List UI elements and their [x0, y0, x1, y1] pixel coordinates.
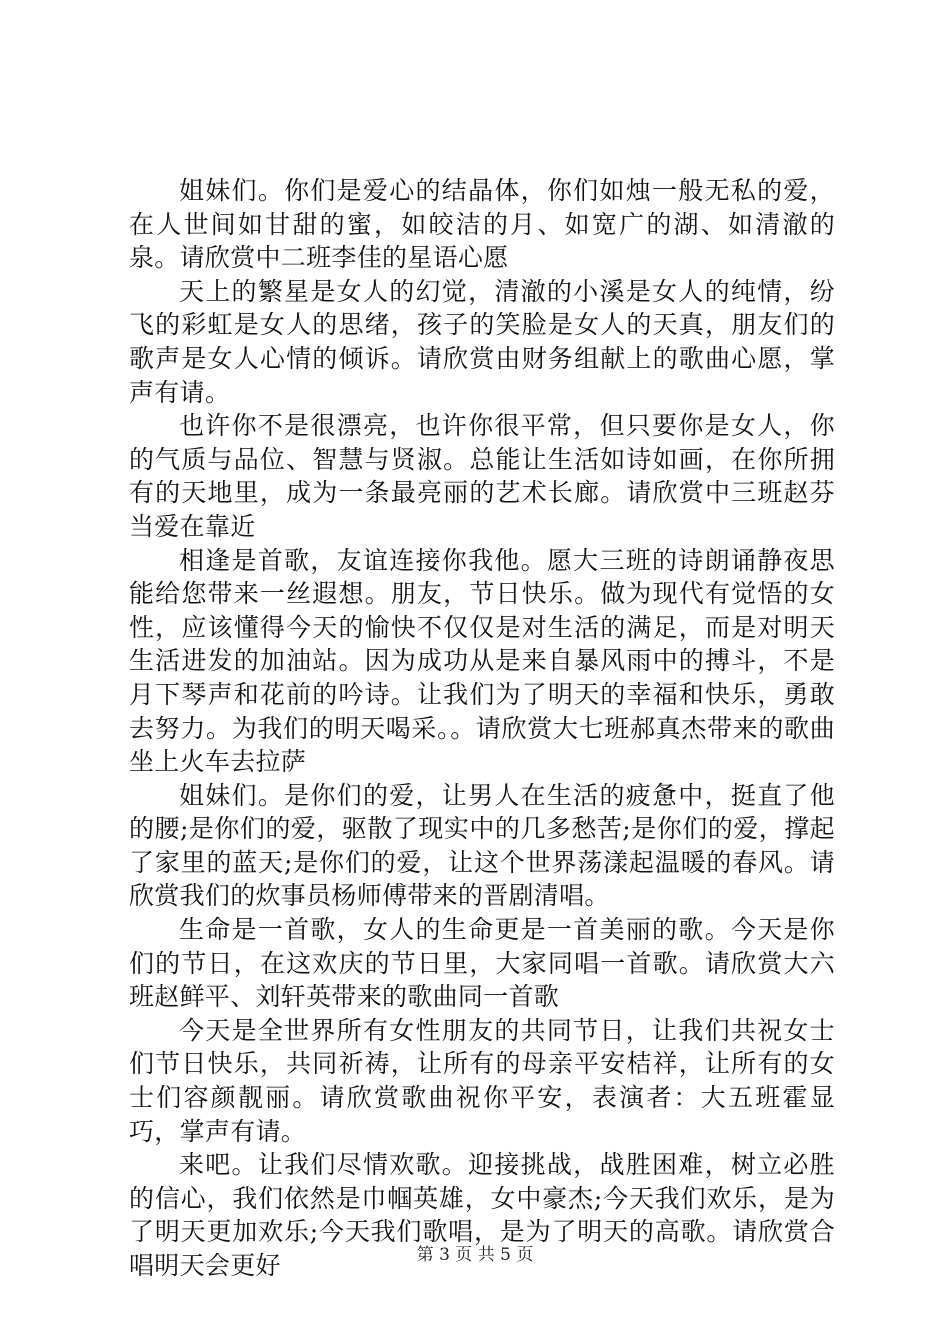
paragraph: 也许你不是很漂亮，也许你很平常，但只要你是女人，你的气质与品位、智慧与贤淑。总能让生活如诗如画，在你所拥有的天地里，成为一条最亮丽的艺术长廊。请欣赏中三班赵芬当爱在靠近	[129, 411, 835, 541]
document-body	[129, 174, 835, 1283]
page-number-footer: 第 3 页 共 5 页	[416, 1245, 534, 1265]
paragraph: 姐妹们。你们是爱心的结晶体，你们如烛一般无私的爱，在人世间如甘甜的蜜，如皎洁的月、如宽广的湖、如清澈的泉。请欣赏中二班李佳的星语心愿	[129, 176, 835, 273]
paragraph: 天上的繁星是女人的幻觉，清澈的小溪是女人的纯情，纷飞的彩虹是女人的思绪，孩子的笑脸是女人的天真，朋友们的歌声是女人心情的倾诉。请欣赏由财务组献上的歌曲心愿，掌声有请。	[129, 276, 835, 407]
paragraph: 来吧。让我们尽情欢歌。迎接挑战，战胜困难，树立必胜的信心，我们依然是巾帼英雄，女中豪杰;今天我们欢乐，是为了明天更加欢乐;今天我们歌唱，是为了明天的高歌。请欣赏合唱明天会更好	[129, 1150, 835, 1280]
paragraph: 今天是全世界所有女性朋友的共同节日，让我们共祝女士们节日快乐，共同祈祷，让所有的母亲平安桔祥，让所有的女士们容颜靓丽。请欣赏歌曲祝你平安，表演者：大五班霍显巧，掌声有请。	[129, 1015, 835, 1146]
paragraph: 生命是一首歌，女人的生命更是一首美丽的歌。今天是你们的节日，在这欢庆的节日里，大家同唱一首歌。请欣赏大六班赵鲜平、刘轩英带来的歌曲同一首歌	[129, 915, 835, 1012]
paragraph: 姐妹们。是你们的爱，让男人在生活的疲惫中，挺直了他的腰;是你们的爱，驱散了现实中的几多愁苦;是你们的爱，撑起了家里的蓝天;是你们的爱，让这个世界荡漾起温暖的春风。请欣赏我们的炊事员杨师傅带来的晋剧清唱。	[129, 780, 835, 911]
paragraph: 相逢是首歌，友谊连接你我他。愿大三班的诗朗诵静夜思能给您带来一丝遐想。朋友，节日快乐。做为现代有觉悟的女性，应该懂得今天的愉快不仅仅是对生活的满足，而是对明天生活进发的加油站。因为成功从是来自暴风雨中的搏斗，不是月下琴声和花前的吟诗。让我们为了明天的幸福和快乐，勇敢去努力。为我们的明天喝采。。请欣赏大七班郝真杰带来的歌曲坐上火车去拉萨	[129, 545, 835, 777]
